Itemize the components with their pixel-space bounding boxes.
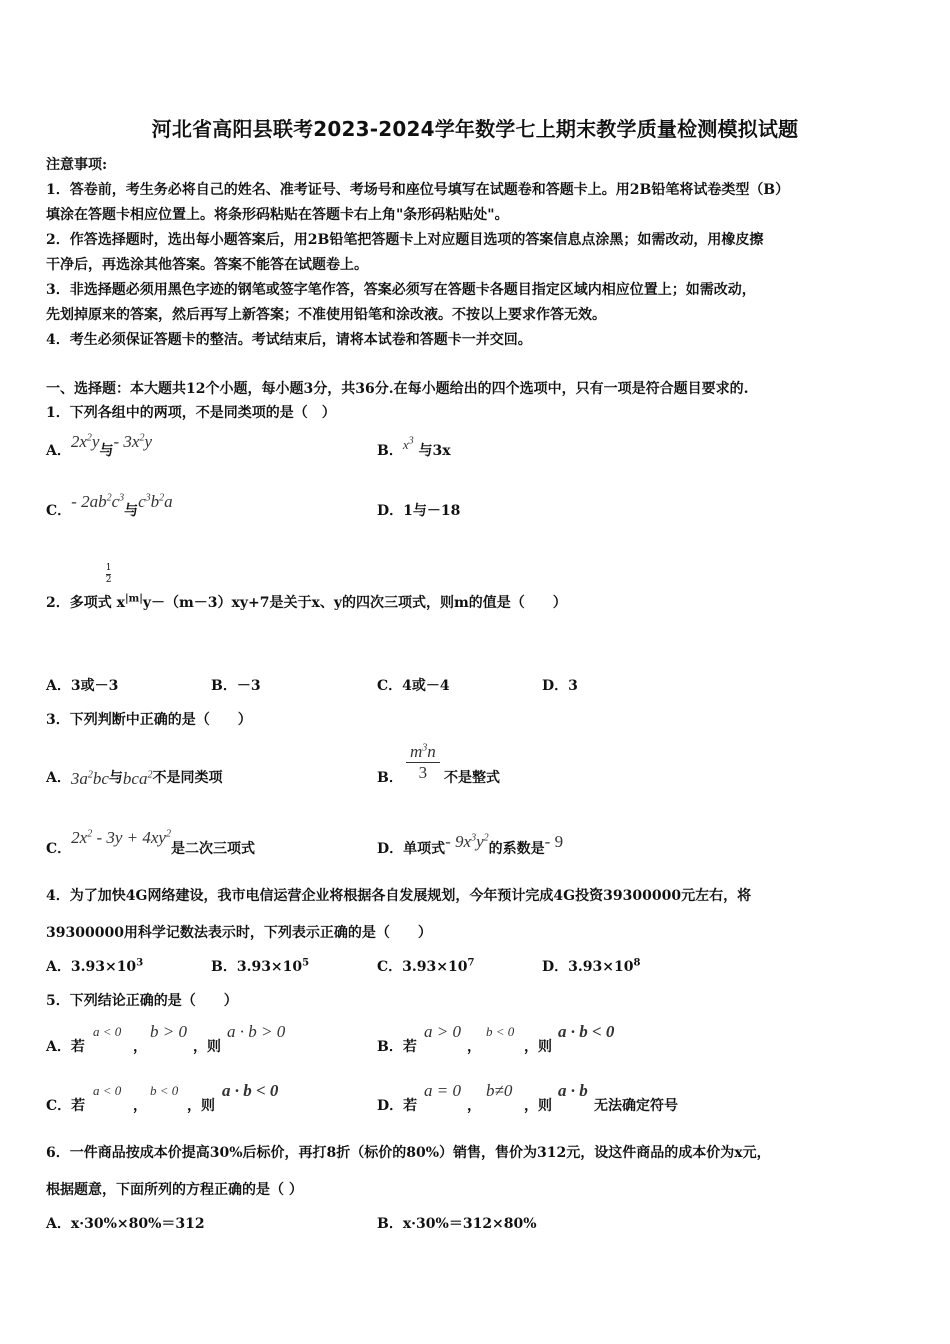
q1-option-c: C．- $2ab^2c^3$与$c^3b^2a$ bbox=[46, 492, 173, 519]
q5-d-text: 无法确定符号 bbox=[594, 1098, 678, 1114]
q5-option-c: C．若 bbox=[46, 1098, 86, 1114]
q5-d-result: a · b bbox=[558, 1081, 588, 1100]
q1-option-d: D．1与－18 bbox=[377, 503, 461, 519]
q3-option-b: B． bbox=[377, 770, 403, 786]
question-4-line1: 4．为了加快4G网络建设，我市电信运营企业将根据各自发展规划，今年预计完成4G投资39300000元左右，将 bbox=[46, 888, 752, 904]
question-2-stem: 2．多项式 1 2 $x^{|m|}y-(m-3)xy+7$是关于x、y的四次三项式，则m的值是（ ） bbox=[46, 563, 567, 611]
page-title: 河北省高阳县联考2023-2024学年数学七上期末教学质量检测模拟试题 bbox=[151, 117, 799, 141]
q5-a-cond1: a < 0 bbox=[93, 1024, 122, 1039]
q5-c-cond2: b < 0 bbox=[150, 1083, 179, 1098]
q1-option-a: A．$2x^2y$与- $3x^2y$ bbox=[46, 432, 152, 459]
q5-comma: ， bbox=[133, 1098, 147, 1114]
notice-line: 先划掉原来的答案，然后再写上新答案；不准使用铅笔和涂改液。不按以上要求作答无效。 bbox=[46, 307, 606, 323]
notice-line: 干净后，再选涂其他答案。答案不能答在试题卷上。 bbox=[46, 257, 368, 273]
q3-option-b-text: 不是整式 bbox=[444, 770, 500, 786]
question-5-stem: 5．下列结论正确的是（ ） bbox=[46, 993, 238, 1009]
q5-d-cond2: b≠0 bbox=[486, 1081, 513, 1100]
q1-option-b: B．$x^3$ 与3x bbox=[377, 435, 451, 459]
notice-line: 3．非选择题必须用黑色字迹的钢笔或签字笔作答，答案必须写在答题卡各题目指定区域内相应位置上；如需改动， bbox=[46, 282, 756, 298]
q5-b-cond2: b < 0 bbox=[486, 1024, 515, 1039]
question-1-stem: 1．下列各组中的两项，不是同类项的是（ ） bbox=[46, 405, 336, 421]
q5-a-cond2: b > 0 bbox=[150, 1022, 187, 1041]
q4-option-a: A．$3.93\times 10^3$ bbox=[46, 957, 144, 975]
q6-option-b: B．x·30%＝312×80% bbox=[377, 1216, 537, 1232]
question-4-line2: 39300000用科学记数法表示时，下列表示正确的是（ ） bbox=[46, 925, 432, 941]
q5-c-result: a · b < 0 bbox=[222, 1081, 279, 1100]
q3-option-a: A．$3a^2bc$与bca$^2$不是同类项 bbox=[46, 769, 223, 788]
notice-line: 4．考生必须保证答题卡的整洁。考试结束后，请将本试卷和答题卡一并交回。 bbox=[46, 332, 532, 348]
q5-option-a: A．若 bbox=[46, 1039, 85, 1055]
question-3-stem: 3．下列判断中正确的是（ ） bbox=[46, 712, 252, 728]
question-6-line1: 6．一件商品按成本价提高30%后标价，再打8折（标价的80%）销售，售价为312元，设这件商品的成本价为x元， bbox=[46, 1145, 771, 1161]
question-6-line2: 根据题意，下面所列的方程正确的是（ ） bbox=[46, 1182, 303, 1198]
q3-fraction: $\frac{m^3n}{3}$ bbox=[406, 742, 440, 783]
q5-a-result: a · b > 0 bbox=[227, 1022, 286, 1041]
q5-b-result: a · b < 0 bbox=[558, 1022, 615, 1041]
q4-option-b: B．$3.93\times 10^5$ bbox=[211, 957, 310, 975]
q5-comma: ， bbox=[467, 1098, 481, 1114]
q6-option-a: A．x·30%×80%＝312 bbox=[46, 1216, 205, 1232]
notice-line: 1．答卷前，考生务必将自己的姓名、准考证号、考场号和座位号填写在试题卷和答题卡上。用2B铅笔将试卷类型（B） bbox=[46, 182, 790, 198]
q5-then: ，则 bbox=[193, 1039, 221, 1055]
q2-option-d: D．3 bbox=[542, 678, 578, 694]
q4-option-d: D．$3.93\times 10^8$ bbox=[542, 957, 641, 975]
q5-option-d: D．若 bbox=[377, 1098, 418, 1114]
q5-d-cond1: a = 0 bbox=[424, 1081, 461, 1100]
section-heading: 一、选择题：本大题共12个小题，每小题3分，共36分.在每小题给出的四个选项中，只有一项是符合题目要求的. bbox=[46, 381, 749, 397]
q5-comma: ， bbox=[133, 1039, 147, 1055]
notice-heading: 注意事项: bbox=[46, 157, 108, 173]
q5-then: ，则 bbox=[524, 1098, 552, 1114]
q5-then: ，则 bbox=[187, 1098, 215, 1114]
q5-comma: ， bbox=[467, 1039, 481, 1055]
q5-c-cond1: a < 0 bbox=[93, 1083, 122, 1098]
q2-option-b: B．－3 bbox=[211, 678, 261, 694]
q5-b-cond1: a > 0 bbox=[424, 1022, 461, 1041]
notice-line: 2．作答选择题时，选出每小题答案后，用2B铅笔把答题卡上对应题目选项的答案信息点涂黑；如需改动，用橡皮擦 bbox=[46, 232, 764, 248]
notice-line: 填涂在答题卡相应位置上。将条形码粘贴在答题卡右上角"条形码粘贴处"。 bbox=[46, 207, 509, 223]
q5-then: ，则 bbox=[524, 1039, 552, 1055]
q2-option-c: C．4或－4 bbox=[377, 678, 450, 694]
q2-option-a: A．3或－3 bbox=[46, 678, 119, 694]
q3-option-c: C．$2x^2 - 3y + 4xy^2$是二次三项式 bbox=[46, 828, 255, 857]
q5-option-b: B．若 bbox=[377, 1039, 417, 1055]
q3-option-d: D．单项式- $9x^3y^2$的系数是- 9 bbox=[377, 832, 564, 857]
q4-option-c: C．$3.93\times 10^7$ bbox=[377, 957, 475, 975]
